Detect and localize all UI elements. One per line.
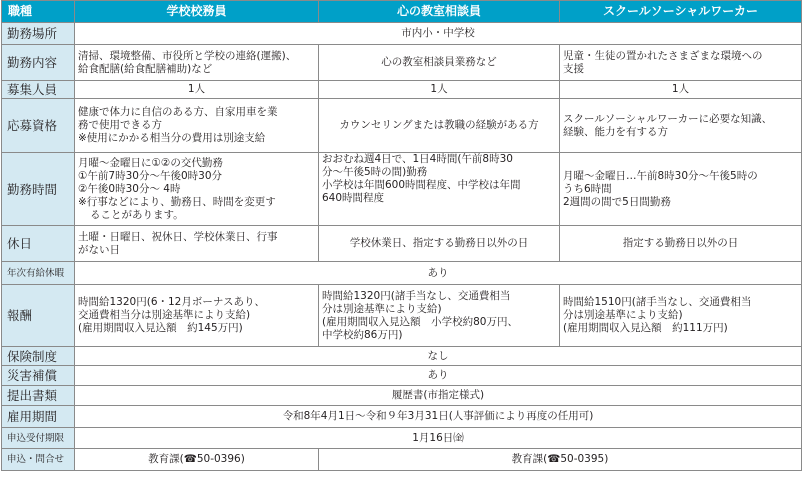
cell-line: (雇用期間収入見込額 小学校約80万円、 — [322, 315, 518, 328]
cell-line: (雇用期間収入見込額 約145万円) — [78, 322, 243, 334]
cell-value — [75, 153, 319, 226]
cell-line: ることがあります。 — [90, 208, 184, 221]
row-label: 保険制度 — [2, 347, 75, 366]
cell-value: なし — [75, 347, 802, 366]
cell-value: 市内小・中学校 — [75, 23, 802, 45]
cell-line: ②午後0時30分～ 4時 — [78, 182, 181, 195]
cell-value: 履歴書(市指定様式) — [75, 386, 802, 406]
row-label: 災害補償 — [2, 366, 75, 386]
row-label: 勤務場所 — [2, 23, 75, 45]
row-recruits — [2, 81, 802, 99]
cell-value — [560, 153, 802, 226]
cell-value — [319, 153, 560, 226]
cell-value: 1人 — [75, 81, 319, 99]
cell-line: 小学校は年間600時間程度、中学校は年間 — [322, 179, 521, 191]
cell-line: 清掃、環境整備、市役所と学校の連絡(運搬)、 — [78, 49, 297, 62]
cell-line: 時間給1320円(諸手当なし、交通費相当 — [322, 289, 511, 302]
row-paid-leave — [2, 262, 802, 285]
cell-value: 1人 — [319, 81, 560, 99]
row-label: 雇用期間 — [2, 406, 75, 428]
cell-value — [75, 285, 319, 347]
row-label: 提出書類 — [2, 386, 75, 406]
cell-value — [560, 45, 802, 81]
cell-line: スクールソーシャルワーカーに必要な知識、 — [563, 112, 773, 125]
cell-line: ※使用にかかる相当分の費用は別途支給 — [78, 132, 266, 144]
cell-line: 月曜～金曜日に①②の交代勤務 — [78, 156, 223, 169]
cell-line: がない日 — [78, 243, 120, 256]
cell-value — [319, 285, 560, 347]
row-workplace — [2, 23, 802, 45]
cell-line: 健康で体力に自信のある方、自家用車を業 — [78, 106, 278, 118]
header-category: 職種 — [2, 1, 75, 23]
header-social-worker: スクールソーシャルワーカー — [560, 1, 802, 23]
cell-value — [75, 45, 319, 81]
cell-value: あり — [75, 262, 802, 285]
row-label: 勤務時間 — [2, 153, 75, 226]
row-label: 応募資格 — [2, 99, 75, 153]
row-label: 年次有給休暇 — [2, 262, 75, 285]
cell-value: 学校休業日、指定する勤務日以外の日 — [319, 226, 560, 262]
cell-value: 心の教室相談員業務など — [319, 45, 560, 81]
row-contact — [2, 449, 802, 471]
cell-value — [75, 226, 319, 262]
cell-line: 経験、能力を有する方 — [563, 125, 668, 138]
row-qualifications — [2, 99, 802, 153]
row-accident — [2, 366, 802, 386]
row-holidays — [2, 226, 802, 262]
row-duties — [2, 45, 802, 81]
row-documents — [2, 386, 802, 406]
header-school-janitor: 学校校務員 — [75, 1, 319, 23]
cell-line: 分は別途基準により支給) — [322, 302, 442, 315]
cell-value: 教育課(☎50-0395) — [319, 449, 802, 471]
row-label: 報酬 — [2, 285, 75, 347]
header-counselor: 心の教室相談員 — [319, 1, 560, 23]
cell-line: ①午前7時30分～午後0時30分 — [78, 169, 222, 182]
cell-value: 1人 — [560, 81, 802, 99]
row-label: 申込・問合せ — [2, 449, 75, 471]
row-label: 申込受付期限 — [2, 428, 75, 449]
row-insurance — [2, 347, 802, 366]
cell-line: 時間給1320円(6・12月ボーナスあり、 — [78, 296, 265, 308]
cell-line: (雇用期間収入見込額 約111万円) — [563, 322, 728, 334]
row-pay — [2, 285, 802, 347]
row-hours — [2, 153, 802, 226]
cell-line: 2週間の間で5日間勤務 — [563, 195, 671, 208]
cell-value — [560, 99, 802, 153]
cell-value: 令和8年4月1日～令和９年3月31日(人事評価により再度の任用可) — [75, 406, 802, 428]
cell-line: おおむね週4日で、1日4時間(午前8時30 — [322, 153, 513, 165]
cell-line: 分～午後5時の間)勤務 — [322, 166, 428, 178]
cell-line: 640時間程度 — [322, 192, 385, 204]
cell-value: あり — [75, 366, 802, 386]
row-label: 募集人員 — [2, 81, 75, 99]
cell-line: 支援 — [563, 62, 584, 75]
cell-line: 月曜～金曜日…午前8時30分～午後5時の — [563, 169, 758, 182]
row-label: 勤務内容 — [2, 45, 75, 81]
recruitment-table — [1, 0, 802, 471]
cell-value: 指定する勤務日以外の日 — [560, 226, 802, 262]
cell-line: 時間給1510円(諸手当なし、交通費相当 — [563, 296, 752, 308]
row-label: 休日 — [2, 226, 75, 262]
cell-line: 土曜・日曜日、祝休日、学校休業日、行事 — [78, 230, 278, 243]
cell-line: 中学校約86万円) — [322, 328, 403, 341]
cell-line: 児童・生徒の置かれたさまざまな環境への — [563, 49, 763, 62]
row-period — [2, 406, 802, 428]
cell-line: 分は別途基準により支給) — [563, 309, 683, 321]
cell-line: 務で使用できる方 — [78, 119, 162, 131]
cell-value: 1月16日㈮ — [75, 428, 802, 449]
cell-line: うち6時間 — [563, 182, 612, 195]
cell-value: 教育課(☎50-0396) — [75, 449, 319, 471]
header-row — [2, 1, 802, 23]
cell-line: 交通費相当分は別途基準により支給) — [78, 309, 251, 321]
row-deadline — [2, 428, 802, 449]
cell-value — [560, 285, 802, 347]
cell-line: 給食配膳(給食配膳補助)など — [78, 62, 213, 75]
cell-value — [75, 99, 319, 153]
cell-line: ※行事などにより、勤務日、時間を変更す — [78, 195, 276, 208]
cell-value: カウンセリングまたは教職の経験がある方 — [319, 99, 560, 153]
